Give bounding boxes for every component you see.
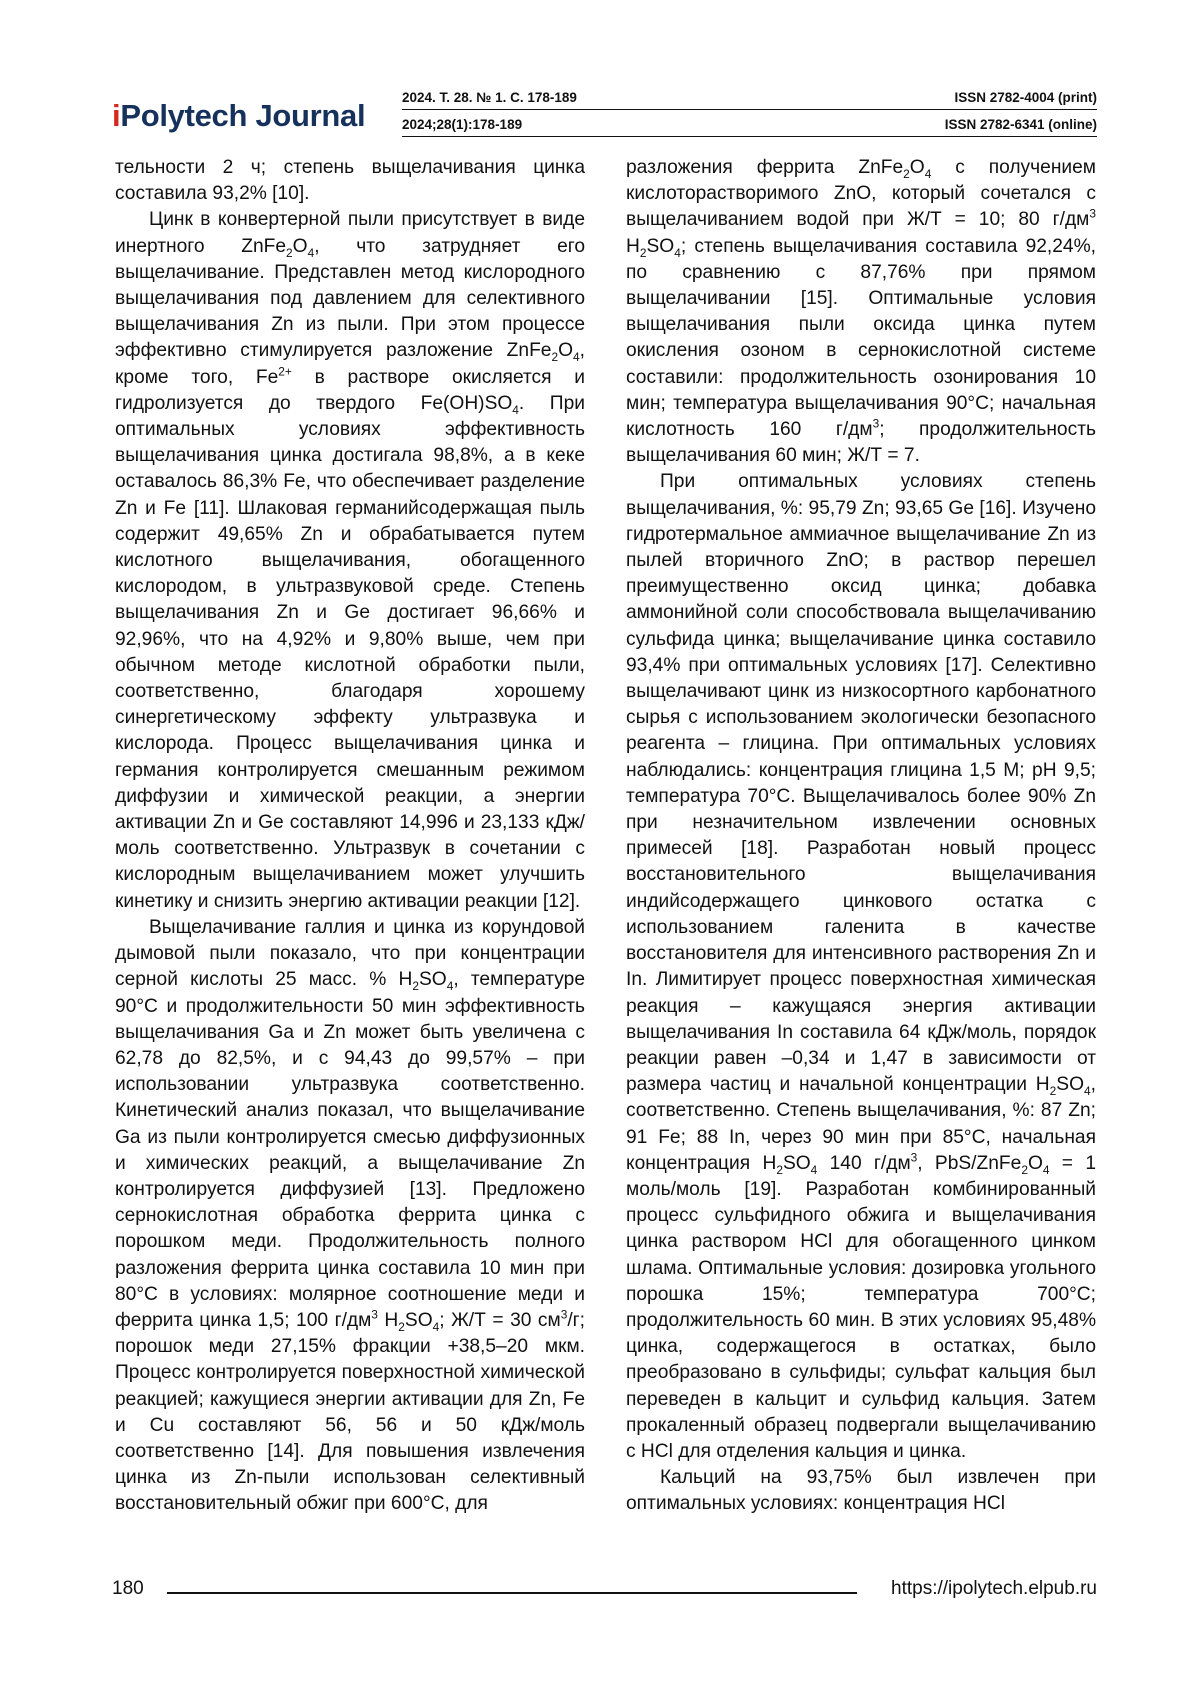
paragraph: Выщелачивание галлия и цинка из корундовой дымовой пыли показало, что при концентрации серной кислоты 25 масс. % $H_2SO_4$, температуре 90°С и продолжительности 50 мин эффективность выщелачивания Ga и Zn может быть увеличена с 62,78 до 82,5%, и с 94,43 до 99,57% – при использовании ультразвука соответственно. Кинетический анализ показал, что выщелачивание Ga из пыли контролируется смесью диффузионных и химических реакций, а выщелачивание Zn контролируется диффузией [13]. Предложено сернокислотная обработка феррита цинка с порошком меди. Продолжительность полного разложения феррита цинка составила 10 мин при 80°С в условиях: молярное соотношение меди и феррита цинка 1,5; 100 $г/дм^3$ $H_2SO_4$; Ж/Т = 30 $см^3/г$; порошок меди 27,15% фракции +38,5–20 мкм. Процесс контролируется поверхностной химической реакцией; кажущиеся энергии активации для Zn, Fe и Cu составляют 56, 56 и 50 кДж/моль соответственно [14]. Для повышения извлечения цинка из Zn-пыли использован селективный восстановительный обжиг при 600°С, для <box>115 916 585 1515</box>
paragraph: тельности 2 ч; степень выщелачивания цинка составила 93,2% [10]. <box>115 157 585 205</box>
paragraph: разложения феррита $ZnFe_2O_4$ с получением кислоторастворимого ZnO, который сочетался с выщелачиванием водой при Ж/Т = 10; 80 $г/дм^3$ $H_2SO_4$; степень выщелачивания составила 92,24%, по сравнению с 87,76% при прямом выщелачивании [15]. Оптимальные условия выщелачивания пыли оксида цинка путем окисления озоном в сернокислотной системе составили: продолжительность озонирования 10 мин; температура выщелачивания 90°С; начальная кислотность 160 $г/дм^3$; продолжительность выщелачивания 60 мин; Ж/Т = 7. <box>626 157 1096 467</box>
left-column <box>115 155 585 1518</box>
citation-en: 2024;28(1):178-189 <box>402 117 523 132</box>
paragraph: Цинк в конвертерной пыли присутствует в виде инертного $ZnFe_2O_4$, что затрудняет его выщелачивание. Представлен метод кислородного выщелачивания под давлением для селективного выщелачивания Zn из пыли. При этом процессе эффективно стимулируется разложение $ZnFe_2O_4$, кроме того, $Fe^{2+}$ в растворе окисляется и гидролизуется до твердого $Fe(OH)SO_4$. При оптимальных условиях эффективность выщелачивания цинка достигала 98,8%, а в кеке оставалось 86,3% Fe, что обеспечивает разделение Zn и Fe [11]. Шлаковая германийсодержащая пыль содержит 49,65% Zn и обрабатывается путем кислотного выщелачивания, обогащенного кислородом, в ультразвуковой среде. Степень выщелачивания Zn и Ge достигает 96,66% и 92,96%, что на 4,92% и 9,80% выше, чем при обычном методе кислотной обработки пыли, соответственно, благодаря хорошему синергетическому эффекту ультразвука и кислорода. Процесс выщелачивания цинка и германия контролируется смешанным режимом диффузии и химической реакции, а энергии активации Zn и Ge составляют 14,996 и 23,133 кДж/моль соответственно. Ультразвук в сочетании с кислородным выщелачиванием может улучшить кинетику и снизить энергию активации реакции [12]. <box>115 209 586 912</box>
issn-print: ISSN 2782-4004 (print) <box>954 90 1097 105</box>
paragraph: При оптимальных условиях степень выщелачивания, %: 95,79 Zn; 93,65 Ge [16]. Изучено гидротермальное аммиачное выщелачивание Zn из пылей вторичного ZnO; в раствор перешел преимущественно оксид цинка; добавка аммонийной соли способствовала выщелачиванию сульфида цинка; выщелачивание цинка составило 93,4% при оптимальных условиях [17]. Селективно выщелачивают цинк из низкосортного карбонатного сырья с использованием экологически безопасного реагента – глицина. При оптимальных условиях наблюдались: концентрация глицина 1,5 М; pH 9,5; температура 70°С. Выщелачивалось более 90% Zn при незначительном извлечении основных примесей [18]. Разработан новый процесс восстановительного выщелачивания индийсодержащего цинкового остатка с использованием галенита в качестве восстановителя для интенсивного растворения Zn и In. Лимитирует процесс поверхностная химическая реакция – кажущаяся энергия активации выщелачивания In составила 64 кДж/моль, порядок реакции равен –0,34 и 1,47 в зависимости от размера частиц и начальной концентрации $H_2SO_4$, соответственно. Степень выщелачивания, %: 87 Zn; 91 Fe; 88 In, через 90 мин при 85°С, начальная концентрация $H_2SO_4$ 140 $г/дм^3$, PbS/$ZnFe_2O_4 = 1$ моль/моль [19]. Разработан комбинированный процесс сульфидного обжига и выщелачивания цинка раствором HCl для обогащенного цинком шлама. Оптимальные условия: дозировка угольного порошка 15%; температура 700°С; продолжительность 60 мин. В этих условиях 95,48% цинка, содержащегося в остатках, было преобразовано в сульфиды; сульфат кальция был переведен в кальцит и сульфид кальция. Затем прокаленный образец подвергали выщелачиванию с HCl для отделения кальция и цинка. <box>626 471 1096 1462</box>
journal-logo: iPolytech Journal <box>112 98 366 133</box>
journal-url: https://ipolytech.elpub.ru <box>891 1578 1097 1599</box>
citation-ru: 2024. Т. 28. № 1. С. 178-189 <box>402 90 577 105</box>
page-footer <box>112 1578 1097 1608</box>
right-column <box>626 155 1096 1518</box>
footer-rule <box>167 1592 857 1594</box>
issn-online: ISSN 2782-6341 (online) <box>944 117 1097 132</box>
page-number: 180 <box>112 1578 144 1599</box>
header-rule-top <box>402 109 1097 110</box>
header-rule-bottom <box>402 136 1097 137</box>
page-header <box>112 86 1097 146</box>
paragraph: Кальций на 93,75% был извлечен при оптимальных условиях: концентрация HCl <box>626 1467 1096 1515</box>
